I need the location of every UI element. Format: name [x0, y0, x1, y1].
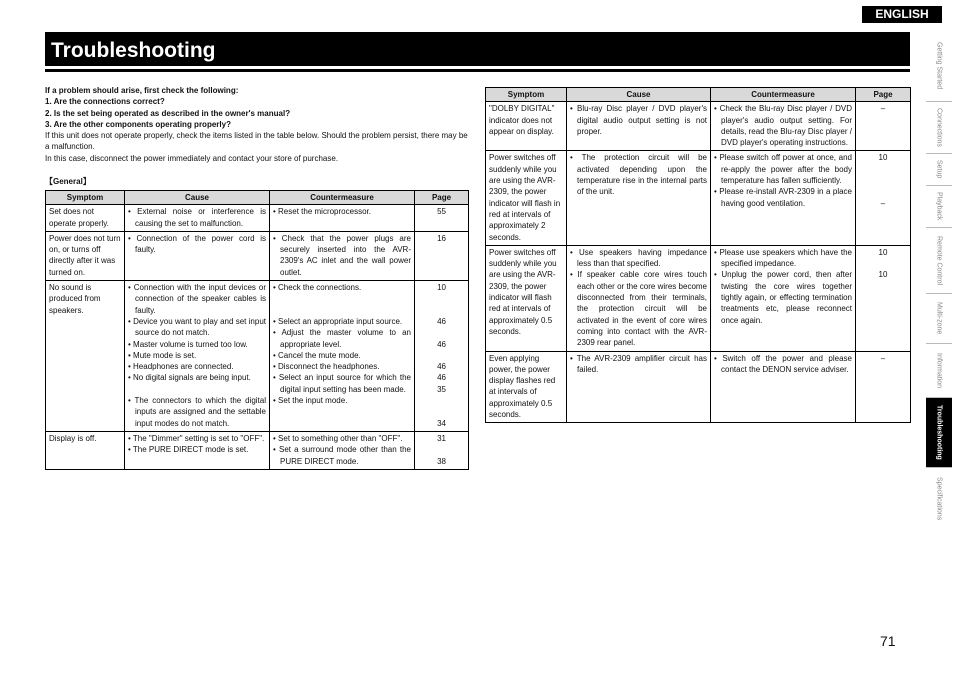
countermeasure-item: • Please use speakers which have the specified impedance.	[714, 247, 852, 269]
page-header: Page	[415, 191, 469, 205]
cause-header: Cause	[125, 191, 270, 205]
table-row	[486, 351, 911, 423]
side-nav-setup[interactable]: Setup	[926, 154, 952, 186]
symptom-cell: Power switches off suddenly while you are using the AVR-2309, the power indicator will flash red at intervals of approximately 0.5 seconds.	[486, 245, 567, 351]
countermeasure-item: • Cancel the mute mode.	[273, 350, 361, 360]
intro-check: 2. Is the set being operated as described in the owner's manual?	[45, 108, 291, 118]
cause-header: Cause	[567, 88, 711, 102]
cause-item: • The connectors to which the digital inputs are assigned and the settable input modes do not match.	[128, 396, 266, 428]
intro-text	[45, 85, 470, 164]
table-row	[46, 205, 469, 232]
countermeasure-item: • Adjust the master volume to an appropriate level.	[273, 328, 411, 349]
countermeasure-cell	[270, 205, 415, 232]
cause-cell	[125, 231, 270, 280]
side-nav-remote-control[interactable]: Remote Control	[926, 228, 952, 294]
table-row	[486, 102, 911, 151]
intro-paragraph: If this unit does not operate properly, check the items listed in the table below. Should the problem persist, there may be a malfunction.	[45, 131, 468, 152]
side-nav	[926, 30, 952, 530]
countermeasure-header: Countermeasure	[711, 88, 856, 102]
cause-cell	[567, 245, 711, 351]
side-nav-getting-started[interactable]: Getting Started	[926, 30, 952, 102]
countermeasure-cell	[270, 431, 415, 469]
intro-check: 3. Are the other components operating properly?	[45, 119, 231, 129]
troubleshooting-table-continued	[485, 87, 911, 423]
page-number: 71	[880, 633, 896, 649]
cause-cell	[567, 351, 711, 423]
page-cell: –	[856, 351, 911, 423]
countermeasure-item: • Please re-install AVR-2309 in a place having good ventilation.	[714, 187, 852, 208]
cause-item: • The PURE DIRECT mode is set.	[128, 445, 249, 455]
page-header: Page	[856, 88, 911, 102]
cause-item: • Headphones are connected.	[128, 362, 234, 372]
cause-item: • Blu-ray Disc player / DVD player's digital audio output setting is not proper.	[570, 104, 707, 136]
cause-item: • Connection with the input devices or connection of the speaker cables is faulty.	[128, 283, 266, 315]
intro-heading: If a problem should arise, first check the following:	[45, 86, 239, 95]
cause-item: • Mute mode is set.	[128, 350, 197, 360]
countermeasure-item: • Set to something other than "OFF".	[273, 433, 403, 443]
cause-item: • If speaker cable core wires touch each other or the core wires become disconnected from their terminals, the protection circuit will be activated in the event of core wires coming into contact with the AVR-2309 rear panel.	[570, 270, 707, 348]
cause-item: • The AVR-2309 amplifier circuit has failed.	[570, 353, 707, 374]
symptom-cell: Power switches off suddenly while you are using the AVR-2309, the power indicator will flash in red at intervals of approximately 2 seconds.	[486, 151, 567, 245]
title-divider	[45, 69, 910, 72]
cause-cell	[567, 151, 711, 245]
countermeasure-item: • Select an input source for which the digital input setting has been made.	[273, 373, 411, 394]
countermeasure-cell	[270, 231, 415, 280]
countermeasure-cell	[711, 245, 856, 351]
table-row	[46, 431, 469, 469]
language-badge: ENGLISH	[862, 6, 942, 23]
section-label: 【General】	[45, 177, 91, 186]
page-cell: –	[856, 102, 911, 151]
countermeasure-header: Countermeasure	[270, 191, 415, 205]
cause-item: • External noise or interference is causing the set to malfunction.	[128, 207, 266, 228]
countermeasure-item: • Please switch off power at once, and re-apply the power after the body temperature has fallen sufficiently.	[714, 153, 853, 186]
side-nav-specifications[interactable]: Specifications	[935, 477, 943, 521]
countermeasure-cell	[711, 351, 856, 423]
page-cell: 10 46 46 46 46 35 34	[415, 281, 469, 432]
countermeasure-item: • Select an appropriate input source.	[273, 316, 403, 326]
countermeasure-item: • Set the input mode.	[273, 396, 348, 406]
countermeasure-item: • Check the connections.	[273, 283, 362, 293]
countermeasure-item: • Switch off the power and please contact the DENON service adviser.	[714, 353, 852, 374]
side-nav-information[interactable]: Information	[926, 344, 952, 398]
symptom-cell: Power does not turn on, or turns off directly after it was turned on.	[46, 231, 125, 280]
cause-cell	[567, 102, 711, 151]
symptom-cell: No sound is produced from speakers.	[46, 281, 125, 432]
page-cell: 10 10	[856, 245, 911, 351]
cause-item: • Connection of the power cord is faulty.	[128, 233, 266, 255]
troubleshooting-table-general	[45, 190, 469, 470]
symptom-cell: Set does not operate properly.	[46, 205, 125, 232]
table-row	[46, 231, 469, 280]
countermeasure-item: • Check that the power plugs are securely inserted into the AVR-2309's AC inlet and the wall power outlet.	[273, 233, 411, 277]
countermeasure-item: • Check the Blu-ray Disc player / DVD player's audio output setting. For details, read the Blu-ray Disc player / DVD player's operating instructions.	[714, 104, 852, 148]
page-cell: 16	[415, 231, 469, 280]
page-title: Troubleshooting	[45, 32, 910, 66]
cause-item: • Master volume is turned too low.	[128, 339, 248, 349]
countermeasure-item: • Set a surround mode other than the PURE DIRECT mode.	[273, 445, 411, 466]
table-header-row	[46, 191, 469, 205]
countermeasure-item: • Unplug the power cord, then after twisting the core wires together tightly again, or effecting termination treatments etc, please reconnect once again.	[714, 270, 852, 325]
countermeasure-item: • Disconnect the headphones.	[273, 362, 380, 372]
side-nav-multi-zone[interactable]: Multi-zone	[926, 294, 952, 344]
cause-cell	[125, 431, 270, 469]
cause-item: • The protection circuit will be activated depending upon the temperature rise in the internal parts of the unit.	[570, 153, 707, 197]
side-nav-playback[interactable]: Playback	[926, 186, 952, 228]
table-header-row	[486, 88, 911, 102]
cause-item: • Use speakers having impedance less than that specified.	[570, 247, 707, 269]
cause-item: • Device you want to play and set input source do not match.	[128, 316, 266, 338]
table-row	[46, 281, 469, 432]
table-row	[486, 151, 911, 245]
page-cell: 31 38	[415, 431, 469, 469]
cause-item: • The "Dimmer" setting is set to "OFF".	[128, 433, 265, 443]
symptom-cell: Even applying power, the power display flashes red at intervals of approximately 0.5 seconds.	[486, 351, 567, 423]
cause-cell	[125, 205, 270, 232]
symptom-header: Symptom	[46, 191, 125, 205]
symptom-cell: Display is off.	[46, 431, 125, 469]
table-row	[486, 245, 911, 351]
side-nav-connections[interactable]: Connections	[926, 102, 952, 154]
page-cell: 10 –	[856, 151, 911, 245]
countermeasure-cell	[270, 281, 415, 432]
countermeasure-cell	[711, 102, 856, 151]
countermeasure-cell	[711, 151, 856, 245]
symptom-cell: "DOLBY DIGITAL" indicator does not appear on display.	[486, 102, 567, 151]
page-cell: 55	[415, 205, 469, 232]
intro-check: 1. Are the connections correct?	[45, 97, 165, 107]
side-nav-troubleshooting[interactable]: Troubleshooting	[926, 398, 952, 468]
symptom-header: Symptom	[486, 88, 567, 102]
intro-paragraph: In this case, disconnect the power immediately and contact your store of purchase.	[45, 153, 339, 163]
cause-item: • No digital signals are being input.	[128, 373, 251, 383]
cause-cell	[125, 281, 270, 432]
countermeasure-item: • Reset the microprocessor.	[273, 207, 371, 217]
